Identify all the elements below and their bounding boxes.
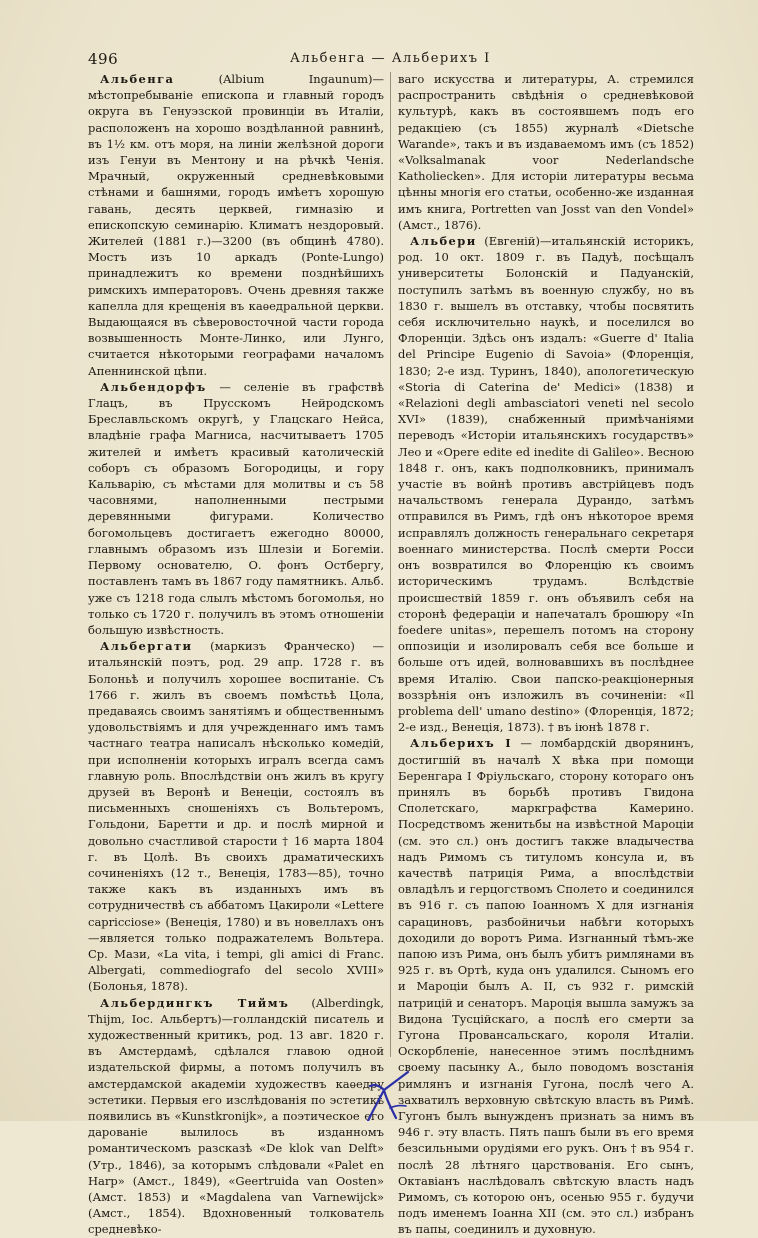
article-text: ваго искусства и литературы, А. стремился распространить свѣдѣнія о средневѣковой культурѣ, какъ въ состоявшемъ подъ его редакціею (съ 1855) журналѣ «Dietsche Warande», такъ и въ издаваемомъ имъ (съ 1852) «Volksalmanak voor Nederlandsche Katholiecken». Для исторіи литературы весьма цѣнны многія его статьи, особенно-же изданная имъ книга, Portretten van Josst van den Vondel» (Амст., 1876). <box>398 72 694 232</box>
column-divider <box>390 72 391 1057</box>
article-continuation <box>398 71 694 233</box>
article-albergati <box>88 638 384 994</box>
article-text: (маркизъ Франческо) — итальянскій поэтъ, род. 29 апр. 1728 г. въ Болоньѣ и получилъ хорошее воспитаніе. Съ 1766 г. жилъ въ своемъ помѣстьѣ Цола, предаваясь своимъ занятіямъ и общественнымъ удовольствіямъ и для учрежденнаго имъ тамъ частнаго театра написалъ нѣсколько комедій, при исполненіи которыхъ игралъ всегда самъ главную роль. Впослѣдствіи онъ жилъ въ кругу друзей въ Веронѣ и Венеціи, состоялъ въ письменныхъ сношеніяхъ съ Вольтеромъ, Гольдони, Баретти и др. и послѣ мирной и довольно счастливой старости † 16 марта 1804 г. въ Цолѣ. Въ своихъ драматическихъ сочиненіяхъ (12 т., Венеція, 1783—85), точно также какъ въ изданныхъ имъ въ сотрудничествѣ съ аббатомъ Цакироли «Lettere capricciose» (Венеція, 1780) и въ новеллахъ онъ—является только подражателемъ Вольтера. Ср. Мази, «La vita, i tempi, gli amici di Franc. Albergati, commediografo del secolo XVIII» (Болонья, 1878). <box>88 639 384 994</box>
left-column <box>88 71 384 1238</box>
headword: Альбергати <box>100 639 193 654</box>
article-alberi <box>398 233 694 735</box>
headword: Альбендорфъ <box>100 379 207 394</box>
running-head: Альбенга — Альберихъ I <box>290 51 491 66</box>
article-text: (Albium Ingaunum)—мѣстопребываніе епископа и главный городъ округа въ Генуэзской провинціи въ Италіи, расположенъ на хорошо воздѣланной равнинѣ, въ 1½ км. отъ моря, на линіи желѣзной дороги изъ Генуи въ Ментону и на рѣчкѣ Ченія. Мрачный, окруженный средневѣковыми стѣнами и башнями, городъ имѣетъ хорошую гавань, десять церквей, гимназію и епископскую семинарію. Климатъ нездоровый. Жителей (1881 г.)—3200 (въ общинѣ 4780). Мостъ изъ 10 аркадъ (Ponte-Lungo) принадлежитъ ко времени позднѣйшихъ римскихъ императоровъ. Очень древняя также капелла для крещенія въ каѳедральной церкви. Выдающаяся въ сѣверовосточной части города возвышенность Монте-Линко, или Лунго, считается нѣкоторыми географами началомъ Апеннинской цѣпи. <box>88 72 384 378</box>
article-text: — селеніе въ графствѣ Глацъ, въ Прусскомъ Нейродскомъ Бреславльскомъ округѣ, у Глацскаго Нейса, владѣніе графа Магниса, насчитываетъ 1705 жителей и имѣетъ красивый католическій соборъ съ образомъ Богородицы, и гору Кальварію, съ мѣстами для молитвы и съ 58 часовнями, наполненными пестрыми деревянными фигурами. Количество богомольцевъ достигаетъ ежегодно 80000, главнымъ образомъ изъ Шлезіи и Богеміи. Первому основателю, О. фонъ Остбергу, поставленъ тамъ въ 1867 году памятникъ. Альб. уже съ 1218 года слылъ мѣстомъ богомолья, но только съ 1720 г. получилъ въ этомъ отношеніи большую извѣстность. <box>88 379 384 637</box>
page-number: 496 <box>88 50 119 68</box>
headword: Альберихъ I <box>410 736 512 751</box>
article-alberich-i <box>398 735 694 1237</box>
headword: Альбенга <box>100 72 175 86</box>
article-text: (Alberdingk, Thijm, Іос. Альбертъ)—голландскій писатель и художественный критикъ, род. 13 авг. 1820 г. въ Амстердамѣ, сдѣлался главою одной издательской фирмы, а потомъ получилъ въ амстердамской академіи художествъ каѳедру эстетики. Первыя его изслѣдованія по эстетикѣ появились въ «Kunstkronijk», а поэтическое его дарованіе вылилось въ изданномъ романтическомъ разсказѣ «De klok van Delft» (Утр., 1846), за которымъ слѣдовали «Palet en Harp» (Амст., 1849), «Geertruida van Oosten» (Амст. 1853) и «Magdalena van Varnewijck» (Амст., 1854). Вдохновенный толкователь средневѣко- <box>88 995 384 1237</box>
article-text: (Евгеній)—итальянскій историкъ, род. 10 окт. 1809 г. въ Падуѣ, посѣщалъ университеты Болонскій и Падуанскій, поступилъ затѣмъ въ военную службу, но въ 1830 г. вышелъ въ отставку, чтобы посвятить себя исключительно наукѣ, и поселился во Флоренціи. Здѣсь онъ издалъ: «Guerre d' Italia del Principe Eugenio di Savoia» (Флоренція, 1830; 2-е изд. Туринъ, 1840), апологетическую «Storia di Caterina de' Medici» (1838) и «Relazioni degli ambasciatori veneti nel secolo XVI» (1839), снабженный примѣчаніями переводъ «Исторіи итальянскихъ государствъ» Лео и «Opere edite ed inedite di Galileo». Весною 1848 г. онъ, какъ подполковникъ, принималъ участіе въ войнѣ противъ австрійцевъ подъ начальствомъ генерала Дурандо, затѣмъ отправился въ Римъ, гдѣ онъ нѣкоторое время исправлялъ должность генеральнаго секретаря военнаго министерства. Послѣ смерти Росси онъ возвратился во Флоренцію къ своимъ историческимъ трудамъ. Вслѣдствіе происшествій 1859 г. онъ объявилъ себя на сторонѣ федераціи и напечаталъ брошюру «In foedere unitas», перешелъ потомъ на сторону оппозиціи и изолировалъ себя все больше и больше отъ идей, волновавшихъ въ послѣднее время Италію. Свои папско-реакціонерныя воззрѣнія онъ изложилъ въ сочиненіи: «Il problema dell' umano destino» (Флоренція, 1872; 2-е изд., Венеція, 1873). † въ іюнѣ 1878 г. <box>398 234 694 735</box>
headword: Альбердингкъ Тиймъ <box>100 995 290 1010</box>
article-albendorf <box>88 379 384 638</box>
ink-mark <box>330 1068 450 1121</box>
article-text: — ломбардскій дворянинъ, достигшій въ началѣ X вѣка при помощи Беренгара I Фріульскаго, сторону котораго онъ принялъ въ борьбѣ противъ Гвидона Сполетскаго, маркграфства Камерино. Посредствомъ женитьбы на извѣстной Мароціи (см. это сл.) онъ достигъ также владычества надъ Римомъ съ титуломъ консула и, въ качествѣ патриція Рима, а впослѣдствіи овладѣлъ и герцогствомъ Сполето и соединился въ 916 г. съ папою Іоанномъ X для изгнанія сарациновъ, разбойничьи набѣги которыхъ доходили до воротъ Рима. Изгнанный тѣмъ-же папою изъ Рима, онъ былъ убитъ римлянами въ 925 г. въ Ортѣ, куда онъ удалился. Сыномъ его и Мароціи былъ А. II, съ 932 г. римскій патрицій и сенаторъ. Мароція вышла замужъ за Видона Тусційскаго, а послѣ его смерти за Гугона Провансальскаго, короля Италіи. Оскорбленіе, нанесенное этимъ послѣднимъ своему пасынку А., было поводомъ возстанія римлянъ и изгнанія Гугона, послѣ чего А. захватилъ верховную свѣтскую власть въ Римѣ. Гугонъ былъ вынужденъ признать за нимъ въ 946 г. эту власть. Пять пашъ были въ его время безсильными орудіями его рукъ. Онъ † въ 954 г. послѣ 28 лѣтняго царствованія. Его сынъ, Октавіанъ наслѣдовалъ свѣтскую власть надъ Римомъ, съ которою онъ, осенью 955 г. будучи подъ именемъ Іоанна XII (см. это сл.) избранъ въ папы, соединилъ и духовную. <box>398 736 694 1237</box>
article-albenga <box>88 71 384 379</box>
headword: Альбери <box>410 234 477 249</box>
right-column <box>398 71 694 1238</box>
